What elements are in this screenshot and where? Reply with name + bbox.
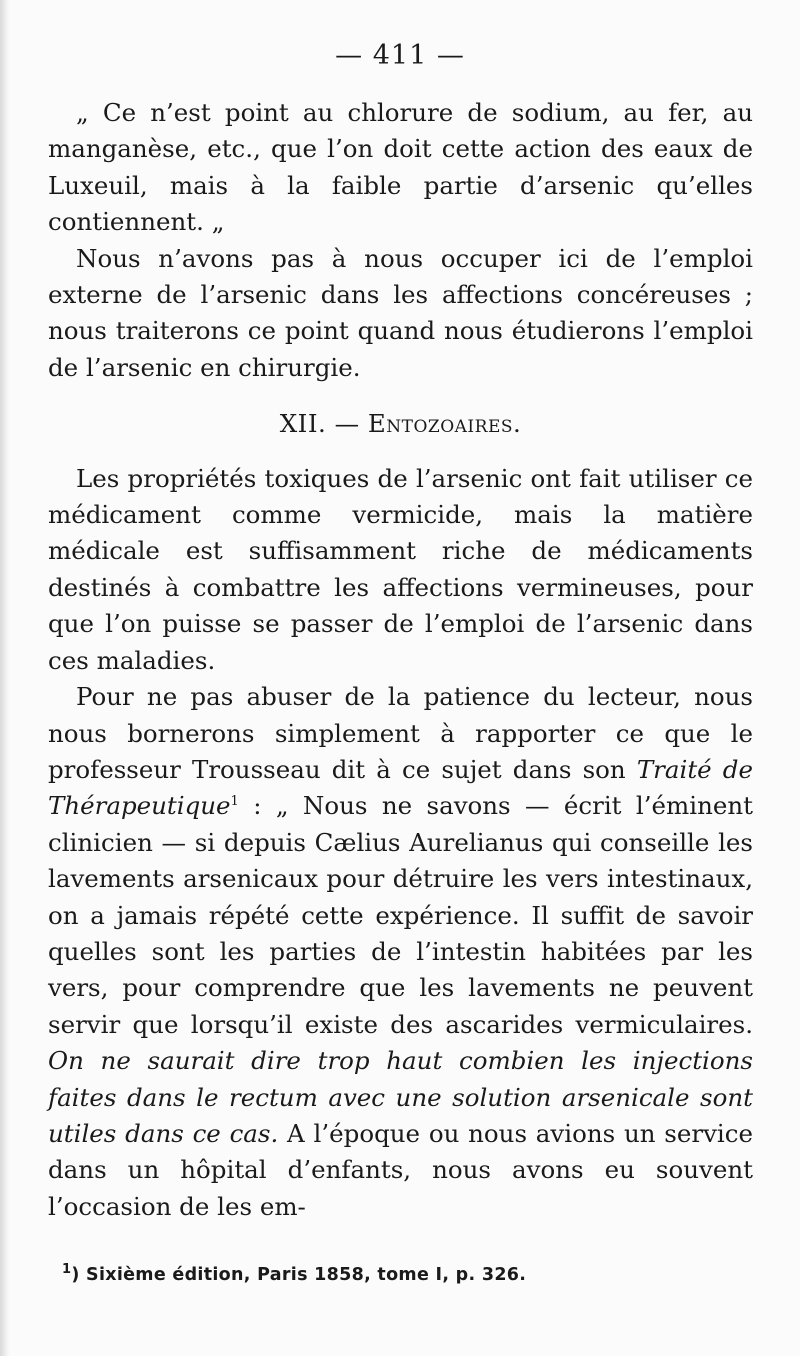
section-title: Entozoaires.: [367, 409, 522, 439]
footnote-marker: 1: [62, 1262, 72, 1278]
paragraph-external-use: Nous n’avons pas à nous occuper ici de l’emploi externe de l’arsenic dans les affections concéreuses ; nous traiterons ce point quand nous étudierons l’emploi de l’arsenic en chirurgie.: [48, 243, 753, 382]
page-number: — 411 —: [335, 40, 465, 71]
paragraph-trousseau: [48, 679, 753, 1225]
section-heading: [48, 406, 753, 442]
paragraph-trousseau-quote: : „ Nous ne savons — écrit l’éminent clinicien — si depuis Cælius Aurelianus qui conseille les lavements arsenicaux pour détruire les vers intestinaux, on a jamais répété cette expérience. Il suffit de savoir quelles sont les parties de l’intestin habitées par les vers, pour comprendre que les lavements ne peuvent servir que lorsqu’il existe des ascarides vermiculaires.: [48, 791, 753, 1039]
footnote-reference: 1: [230, 794, 239, 810]
footnote: [62, 1262, 527, 1285]
book-title: Traité de Thérapeutique: [48, 754, 753, 821]
paragraph-quote-end: „ Ce n’est point au chlorure de sodium, au fer, au manganèse, etc., que l’on doit cette action des eaux de Luxeuil, mais à la faible partie d’arsenic qu’elles contiennent. „: [48, 98, 753, 237]
page-edge-shadow: [0, 0, 10, 1356]
section-number: XII. —: [279, 409, 368, 439]
paragraph-trousseau-intro: Pour ne pas abuser de la patience du lecteur, nous nous bornerons simplement à rapporter ce que le professeur Trousseau dit à ce sujet dans son: [48, 682, 753, 784]
paragraph-vermicide: Les propriétés toxiques de l’arsenic ont fait utiliser ce médicament comme vermicide, mais la matière médicale est suffisamment riche de médicaments destinés à combattre les affections vermineuses, pour que l’on puisse se passer de l’emploi de l’arsenic dans ces maladies.: [48, 463, 753, 675]
paragraph-trousseau-end: A l’époque ou nous avions un service dans un hôpital d’enfants, nous avons eu souvent l’occasion de les em-: [48, 1118, 753, 1221]
footnote-text: ) Sixième édition, Paris 1858, tome I, p. 326.: [71, 1265, 527, 1285]
page-body: [48, 95, 753, 1225]
paragraph-trousseau-emphasis: On ne saurait dire trop haut combien les injections faites dans le rectum avec une solution arsenicale sont utiles dans ce cas.: [48, 1046, 753, 1148]
